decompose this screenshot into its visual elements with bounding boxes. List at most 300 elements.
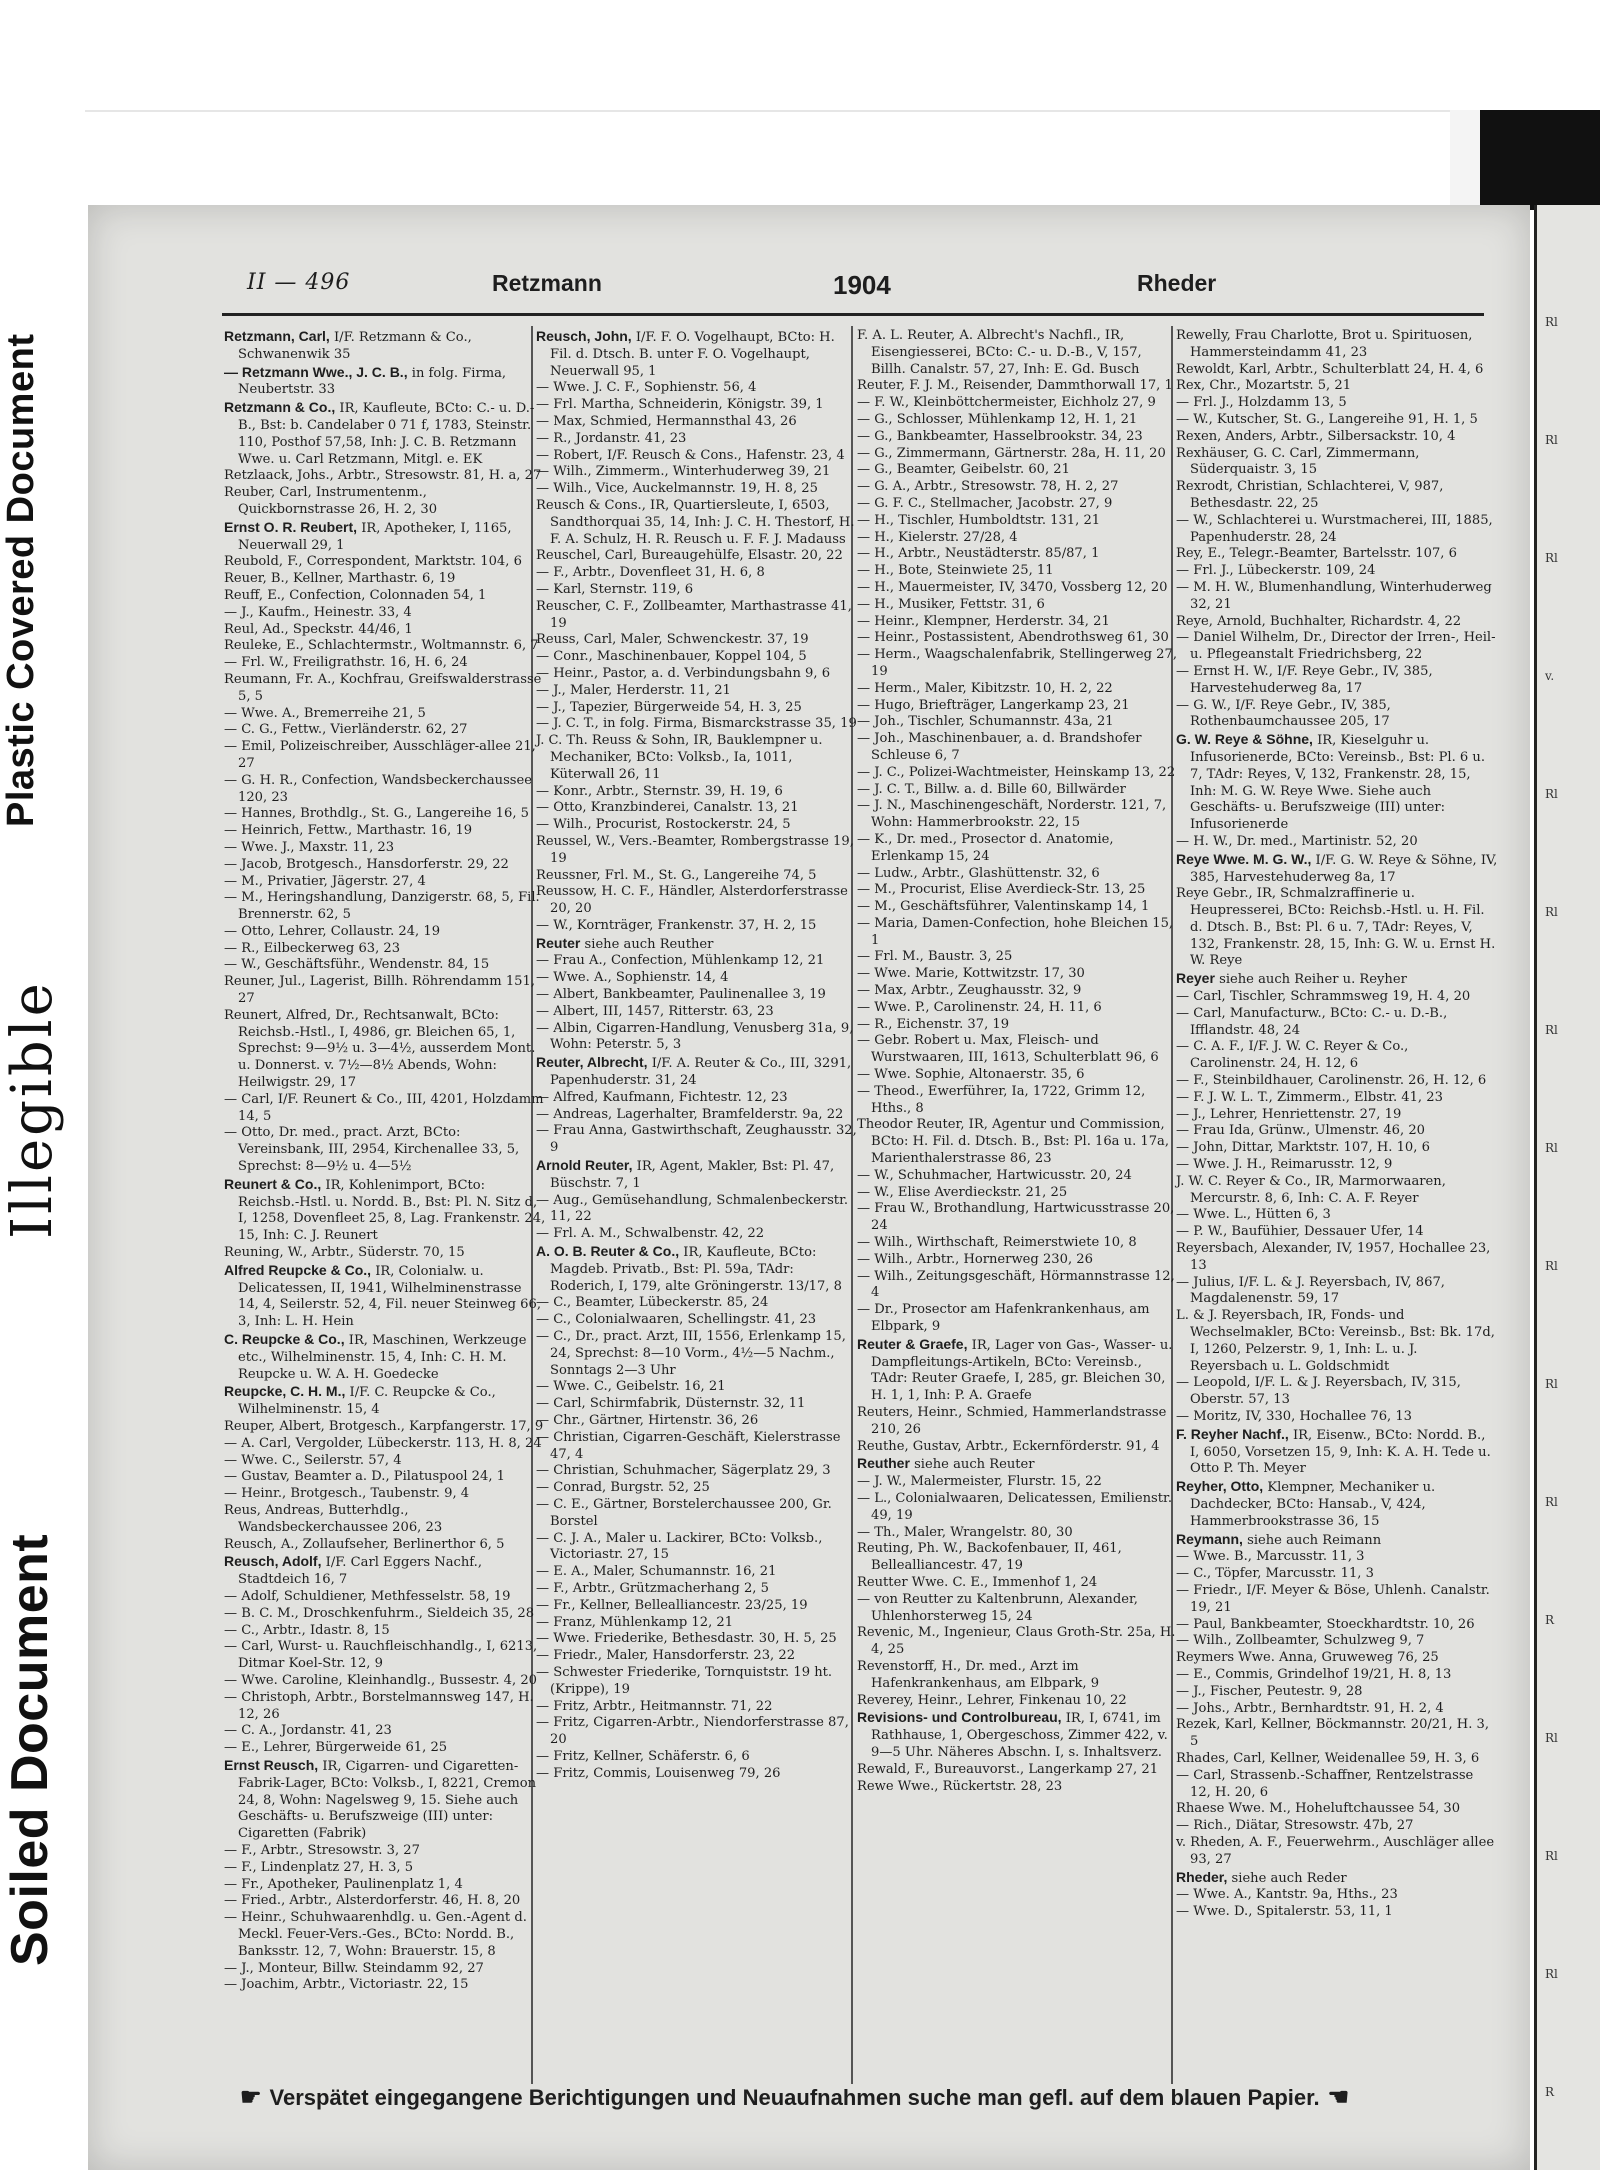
entry-details: — Wwe. P., Carolinenstr. 24, H. 11, 6 — [857, 999, 1102, 1015]
entry-details: — M., Geschäftsführer, Valentinskamp 14, 1 — [857, 899, 1150, 915]
directory-entry — [224, 1639, 546, 1673]
directory-entry — [536, 431, 858, 448]
entry-details: — Otto, Dr. med., pract. Arzt, BCto: Vereinsbank, III, 2954, Kirchenallee 33, 5, Sprechst: 8—9½ u. 4—5½ — [224, 1125, 520, 1175]
entry-details: — H., Kielerstr. 27/28, 4 — [857, 529, 1018, 545]
directory-entry — [1176, 1073, 1498, 1090]
directory-entry — [224, 588, 546, 605]
entry-name: Revisions- und Controlbureau, — [857, 1709, 1062, 1726]
entry-details: — Friedr., Maler, Hansdorferstr. 23, 22 — [536, 1648, 796, 1664]
next-page-fragment: Rl — [1545, 1849, 1558, 1863]
entry-name: Reye Wwe. M. G. W., — [1176, 850, 1312, 867]
directory-entry — [857, 681, 1179, 698]
directory-entry — [536, 935, 858, 954]
directory-entry — [857, 446, 1179, 463]
directory-entry — [857, 1779, 1179, 1796]
entry-details: — Wwe. Marie, Kottwitzstr. 17, 30 — [857, 966, 1085, 982]
directory-entry — [1176, 1409, 1498, 1426]
entry-details: IR, Eisenw., BCto: Nordd. B., I, 6050, Vorsetzen 15, 9, Inh: K. A. H. Tede u. Otto P. Th. Meyer — [1190, 1427, 1491, 1477]
directory-entry — [857, 882, 1179, 899]
directory-entry — [536, 1379, 858, 1396]
entry-details: — Johs., Arbtr., Bernhardtstr. 91, H. 2, 4 — [1176, 1700, 1444, 1716]
entry-details: — Wilh., Zollbeamter, Schulzweg 9, 7 — [1176, 1633, 1425, 1649]
entry-details: — Frau Anna, Gastwirthschaft, Zeughausstr. 32, 9 — [536, 1123, 857, 1156]
directory-entry — [857, 899, 1179, 916]
directory-entry — [1176, 1583, 1498, 1617]
directory-entry — [224, 1469, 546, 1486]
directory-entry — [1176, 1174, 1498, 1208]
entry-details: siehe auch Reuther — [584, 936, 714, 952]
entry-details: Rezek, Karl, Kellner, Böckmannstr. 20/21, H. 3, 5 — [1176, 1717, 1490, 1750]
pointing-hand-icon: ☛ — [240, 2084, 262, 2111]
directory-entry — [224, 1690, 546, 1724]
directory-entry — [1176, 1717, 1498, 1751]
entry-details: Rhaese Wwe. M., Hoheluftchaussee 54, 30 — [1176, 1801, 1461, 1817]
directory-entry — [1176, 1308, 1498, 1375]
entry-details: Reuper, Albert, Brotgesch., Karpfangerstr. 17, 9 — [224, 1419, 544, 1434]
entry-details: — Wilh., Wirthschaft, Reimerstwiete 10, 8 — [857, 1235, 1137, 1251]
directory-entry — [224, 1977, 546, 1994]
directory-entry — [536, 784, 858, 801]
directory-entry — [857, 798, 1179, 832]
entry-name: Reunert & Co., — [224, 1175, 322, 1192]
entry-details: — Wilh., Zimmerm., Winterhuderweg 39, 21 — [536, 464, 831, 480]
directory-entry — [536, 1090, 858, 1107]
directory-entry — [1176, 1426, 1498, 1478]
directory-entry — [1176, 1549, 1498, 1566]
directory-entry — [224, 1245, 546, 1262]
directory-entry — [1176, 1478, 1498, 1530]
directory-entry — [1176, 513, 1498, 547]
entry-details: Rewe Wwe., Rückertstr. 28, 23 — [857, 1778, 1063, 1794]
directory-entry — [224, 1589, 546, 1606]
directory-entry — [536, 1581, 858, 1598]
entry-name: Rheder, — [1176, 1868, 1228, 1885]
entry-details: — Christian, Cigarren-Geschäft, Kielerstrasse 47, 4 — [536, 1429, 841, 1462]
directory-entry — [224, 974, 546, 1008]
directory-entry — [536, 1329, 858, 1379]
entry-name: Ernst Reusch, — [224, 1756, 319, 1773]
next-page-fragment: Rl — [1545, 1259, 1558, 1273]
directory-entry — [857, 1592, 1179, 1626]
directory-entry — [1176, 1633, 1498, 1650]
directory-entry — [224, 1553, 546, 1589]
directory-entry — [536, 800, 858, 817]
entry-name: A. O. B. Reuter & Co., — [536, 1243, 680, 1260]
entry-details: — F., Arbtr., Grützmacherhang 2, 5 — [536, 1580, 769, 1596]
entry-details: Reussner, Frl. M., St. G., Langereihe 74, 5 — [536, 867, 817, 883]
directory-entry — [224, 823, 546, 840]
entry-details: — C., Arbtr., Idastr. 8, 15 — [224, 1622, 390, 1638]
entry-details: Reusch & Cons., IR, Quartiersleute, I, 6503, Sandthorquai 35, 14, Inh: J. C. H. Thestorf, H. F. A. Schulz, H. R. Reusch u. F. F. J. Madauss — [536, 497, 855, 547]
directory-entry — [1176, 1039, 1498, 1073]
directory-entry — [224, 1740, 546, 1757]
directory-entry — [536, 414, 858, 431]
directory-entry — [536, 464, 858, 481]
directory-entry — [536, 565, 858, 582]
entry-details: — Wwe. A., Bremerreihe 21, 5 — [224, 705, 426, 721]
entry-details: — Wwe. A., Kantstr. 9a, Hths., 23 — [1176, 1887, 1398, 1903]
directory-entry — [224, 1910, 546, 1960]
directory-entry — [1176, 1869, 1498, 1888]
entry-details: — Conr., Maschinenbauer, Koppel 104, 5 — [536, 649, 807, 665]
directory-entry — [1176, 731, 1498, 834]
entry-details: — B. C. M., Droschkenfuhrm., Sieldeich 35, 28 — [224, 1605, 535, 1621]
scan-dark-corner — [1450, 110, 1600, 210]
entry-details: Reumann, Fr. A., Kochfrau, Greifswalderstrasse 5, 5 — [224, 671, 542, 704]
entry-details: — Wwe. C., Geibelstr. 16, 21 — [536, 1379, 726, 1395]
entry-details: — M., Procurist, Elise Averdieck-Str. 13, 25 — [857, 882, 1146, 898]
entry-details: Reubold, F., Correspondent, Marktstr. 104, 6 — [224, 554, 522, 570]
entry-details: L. & J. Reyersbach, IR, Fonds- und Wechselmakler, BCto: Vereinsb., Bst: Bk. 17d, I, 1260, Pelzerstr. 9, 1, Inh: L. u. J. Reyersbach u. L. Goldschmidt — [1176, 1308, 1495, 1374]
directory-entry — [1176, 1650, 1498, 1667]
entry-details: — W., Elise Averdieckstr. 21, 25 — [857, 1184, 1068, 1200]
entry-details: I/F. F. O. Vogelhaupt, BCto: H. Fil. d. Dtsch. B. unter F. O. Vogelhaupt, Neuerwall 95, 1 — [550, 330, 835, 379]
directory-entry — [224, 519, 546, 555]
next-page-fragment: Rl — [1545, 1495, 1558, 1509]
directory-entry — [1176, 1701, 1498, 1718]
entry-details: — H. W., Dr. med., Martinistr. 52, 20 — [1176, 833, 1418, 849]
directory-entry — [857, 1625, 1179, 1659]
directory-column-2 — [536, 328, 858, 1783]
entry-name: Reupcke, C. H. M., — [224, 1383, 346, 1400]
directory-entry — [857, 1302, 1179, 1336]
entry-details: Rexen, Anders, Arbtr., Silbersackstr. 10, 4 — [1176, 428, 1456, 444]
directory-entry — [224, 364, 546, 400]
entry-details: — J. C. T., in folg. Firma, Bismarckstrasse 35, 19 — [536, 716, 857, 732]
entry-details: in folg. Firma, Neubertstr. 33 — [238, 365, 507, 398]
directory-entry — [224, 1757, 546, 1843]
directory-entry — [857, 1709, 1179, 1761]
entry-details: — Carl, Tischler, Schrammsweg 19, H. 4, 20 — [1176, 989, 1471, 1005]
entry-details: Reuning, W., Arbtr., Süderstr. 70, 15 — [224, 1245, 465, 1261]
entry-details: — Gebr. Robert u. Max, Fleisch- und Wurstwaaren, III, 1613, Schulterblatt 96, 6 — [857, 1033, 1159, 1066]
directory-entry — [857, 698, 1179, 715]
entry-details: Rewelly, Frau Charlotte, Brot u. Spirituosen, Hammersteindamm 41, 23 — [1176, 328, 1473, 360]
entry-details: — Joachim, Arbtr., Victoriastr. 22, 15 — [224, 1977, 469, 1993]
directory-entry — [536, 1598, 858, 1615]
directory-entry — [1176, 1140, 1498, 1157]
directory-entry — [224, 890, 546, 924]
directory-entry — [224, 655, 546, 672]
directory-entry — [536, 599, 858, 633]
directory-entry — [1176, 1207, 1498, 1224]
directory-entry — [536, 1665, 858, 1699]
entry-details: — Friedr., I/F. Meyer & Böse, Uhlenh. Canalstr. 19, 21 — [1176, 1582, 1490, 1615]
entry-details: Reyersbach, Alexander, IV, 1957, Hochallee 23, 13 — [1176, 1241, 1491, 1273]
entry-details: Rhades, Carl, Kellner, Weidenallee 59, H. 3, 6 — [1176, 1750, 1480, 1766]
entry-name: G. W. Reye & Söhne, — [1176, 731, 1313, 748]
directory-entry — [1176, 479, 1498, 513]
directory-entry — [1176, 834, 1498, 851]
entry-details: — Fr., Kellner, Bellealliancestr. 23/25, 19 — [536, 1597, 808, 1613]
directory-entry — [1176, 989, 1498, 1006]
entry-details: — Fr., Apotheker, Paulinenplatz 1, 4 — [224, 1876, 463, 1892]
entry-details: siehe auch Reimann — [1247, 1532, 1382, 1548]
label-soiled-document: Soiled Document — [1, 1533, 59, 1967]
directory-entry — [536, 582, 858, 599]
entry-name: Arnold Reuter, — [536, 1157, 633, 1174]
directory-entry — [857, 1117, 1179, 1167]
directory-entry — [857, 479, 1179, 496]
entry-details: — M., Privatier, Jägerstr. 27, 4 — [224, 873, 426, 889]
entry-details: — W., Kutscher, St. G., Langereihe 91, H. 1, 5 — [1176, 411, 1478, 427]
directory-entry — [1176, 362, 1498, 379]
directory-entry — [857, 1693, 1179, 1710]
entry-details: — Wilh., Procurist, Rostockerstr. 24, 5 — [536, 817, 791, 833]
entry-details: — Wwe. A., Sophienstr. 14, 4 — [536, 970, 729, 986]
entry-details: — Frau Ida, Grünw., Ulmenstr. 46, 20 — [1176, 1123, 1426, 1139]
entry-details: — Daniel Wilhelm, Dr., Director der Irren-, Heil- u. Pflegeanstalt Friedrichsberg, 22 — [1176, 630, 1496, 663]
directory-entry — [536, 683, 858, 700]
entry-details: — L., Colonialwaaren, Delicatessen, Emilienstr. 49, 19 — [857, 1490, 1173, 1523]
directory-entry — [224, 399, 546, 468]
directory-entry — [857, 1252, 1179, 1269]
directory-entry — [857, 530, 1179, 547]
directory-entry — [536, 1463, 858, 1480]
directory-entry — [857, 1201, 1179, 1235]
entry-details: — Fritz, Arbtr., Heitmannstr. 71, 22 — [536, 1698, 773, 1714]
directory-entry — [857, 378, 1179, 395]
directory-entry — [857, 630, 1179, 647]
directory-entry — [857, 1439, 1179, 1456]
entry-details: — Heinr., Pastor, a. d. Verbindungsbahn 9, 6 — [536, 665, 831, 681]
directory-entry — [224, 1503, 546, 1537]
directory-entry — [224, 485, 546, 519]
entry-details: — Leopold, I/F. L. & J. Reyersbach, IV, 315, Oberstr. 57, 13 — [1176, 1375, 1461, 1408]
entry-details: — Fried., Arbtr., Alsterdorferstr. 46, H. 8, 20 — [224, 1893, 521, 1909]
entry-details: Retzlaack, Johs., Arbtr., Stresowstr. 81, H. a, 27 — [224, 468, 542, 484]
directory-entry — [536, 632, 858, 649]
entry-details: — Max, Schmied, Hermannsthal 43, 26 — [536, 413, 797, 429]
directory-entry — [857, 1405, 1179, 1439]
directory-entry — [224, 706, 546, 723]
entry-details: — J. N., Maschinengeschäft, Norderstr. 121, 7, Wohn: Hammerbrookstr. 22, 15 — [857, 798, 1167, 831]
directory-entry — [224, 722, 546, 739]
directory-entry — [857, 832, 1179, 866]
directory-entry — [536, 970, 858, 987]
entry-details: — Wwe. J. C. F., Sophienstr. 56, 4 — [536, 380, 757, 396]
directory-entry — [857, 1067, 1179, 1084]
entry-details: J. W. C. Reyer & Co., IR, Marmorwaaren, Mercurstr. 8, 6, Inh: C. A. F. Reyer — [1176, 1173, 1446, 1206]
entry-details: I/F. Retzmann & Co., Schwanenwik 35 — [238, 330, 472, 362]
directory-entry — [224, 1860, 546, 1877]
directory-entry — [1176, 1751, 1498, 1768]
directory-entry — [857, 1455, 1179, 1474]
entry-details: — E., Lehrer, Bürgerweide 61, 25 — [224, 1740, 448, 1756]
directory-entry — [857, 1474, 1179, 1491]
directory-entry — [1176, 1006, 1498, 1040]
entry-details: Klempner, Mechaniker u. Dachdecker, BCto: Hansab., V, 424, Hammerbrookstrasse 36, 15 — [1190, 1480, 1436, 1529]
entry-details: IR, Apotheker, I, 1165, Neuerwall 29, 1 — [238, 520, 512, 553]
entry-details: — M. H. W., Blumenhandlung, Winterhuderweg 32, 21 — [1176, 579, 1492, 612]
directory-entry — [1176, 563, 1498, 580]
directory-entry — [857, 597, 1179, 614]
directory-entry — [1176, 1275, 1498, 1309]
entry-details: — Maria, Damen-Confection, hohe Bleichen 15, 1 — [857, 915, 1174, 948]
entry-details: — Wwe. D., Spitalerstr. 53, 11, 1 — [1176, 1904, 1393, 1920]
entry-details: Reuthe, Gustav, Arbtr., Eckernförderstr. 91, 4 — [857, 1438, 1160, 1454]
directory-entry — [857, 614, 1179, 631]
directory-entry — [224, 1092, 546, 1126]
entry-details: — Emil, Polizeischreiber, Ausschläger-allee 21, 27 — [224, 739, 536, 771]
entry-details: — F., Arbtr., Dovenfleet 31, H. 6, 8 — [536, 565, 765, 581]
entry-details: — Frau W., Brothandlung, Hartwicusstrasse 20, 24 — [857, 1201, 1175, 1234]
entry-details: — Wwe. J. H., Reimarusstr. 12, 9 — [1176, 1157, 1393, 1173]
entry-details: Reuscher, C. F., Zollbeamter, Marthastrasse 41, 19 — [536, 598, 852, 631]
next-page-fragment: Rl — [1545, 905, 1558, 919]
entry-details: — W., Schuhmacher, Hartwicusstr. 20, 24 — [857, 1167, 1132, 1183]
entry-details: — Ernst H. W., I/F. Reye Gebr., IV, 385, Harvestehuderweg 8a, 17 — [1176, 663, 1433, 696]
directory-entry — [224, 1843, 546, 1860]
directory-entry — [536, 380, 858, 397]
entry-details: J. C. Th. Reuss & Sohn, IR, Bauklempner u. Mechaniker, BCto: Volksb., Ia, 1011, Küterwall 26, 11 — [536, 733, 823, 782]
directory-entry — [224, 1383, 546, 1419]
directory-entry — [1176, 546, 1498, 563]
entry-details: — Joh., Maschinenbauer, a. d. Brandshofer Schleuse 6, 7 — [857, 731, 1142, 763]
entry-details: — H., Musiker, Fettstr. 31, 6 — [857, 596, 1045, 612]
directory-entry — [224, 468, 546, 485]
entry-details: — C. A. F., I/F. J. W. C. Reyer & Co., Carolinenstr. 24, H. 12, 6 — [1176, 1039, 1409, 1072]
entry-details: — H., Bote, Steinwiete 25, 11 — [857, 563, 1054, 579]
entry-details: I/F. G. W. Reye & Söhne, IV, 385, Harvestehuderweg 8a, 17 — [1190, 852, 1498, 885]
directory-entry — [224, 1723, 546, 1740]
entry-details: IR, Kaufleute, BCto: C.- u. D.-B., Bst: b. Candelaber 0 71 f, 1783, Steinstr. 110, Posthof 57,58, Inh: J. C. B. Retzmann Wwe. u. Carl Retzmann, Mitgl. e. EK — [238, 401, 535, 467]
directory-entry — [1176, 395, 1498, 412]
directory-entry — [857, 513, 1179, 530]
entry-details: — Otto, Lehrer, Collaustr. 24, 19 — [224, 923, 441, 939]
directory-entry — [536, 1295, 858, 1312]
entry-details: — Otto, Kranzbinderei, Canalstr. 13, 21 — [536, 800, 799, 816]
entry-details: — A. Carl, Vergolder, Lübeckerstr. 113, H. 8, 24 — [224, 1435, 542, 1451]
entry-details: — Konr., Arbtr., Sternstr. 39, H. 19, 6 — [536, 783, 783, 799]
entry-details: Reussow, H. C. F., Händler, Alsterdorferstrasse 20, 20 — [536, 884, 848, 917]
entry-details: — Wwe. Friederike, Bethesdastr. 30, H. 5, 25 — [536, 1631, 837, 1647]
entry-details: — J., Maler, Herderstr. 11, 21 — [536, 682, 731, 698]
entry-name: — Retzmann Wwe., J. C. B., — [224, 363, 408, 380]
directory-entry — [224, 840, 546, 857]
entry-details: — W., Geschäftsführ., Wendenstr. 84, 15 — [224, 957, 490, 973]
page-header — [135, 270, 1485, 310]
entry-details: — Frl. A. M., Schwalbenstr. 42, 22 — [536, 1226, 765, 1242]
entry-name: Reymann, — [1176, 1530, 1243, 1547]
directory-entry — [536, 1631, 858, 1648]
entry-details: — Th., Maler, Wrangelstr. 80, 30 — [857, 1524, 1073, 1540]
entry-details: — Heinr., Schuhwaarenhdlg. u. Gen.-Agent d. Meckl. Feuer-Vers.-Ges., BCto: Nordd. B., Banksstr. 12, 7, Wohn: Brauerstr. 15, 8 — [224, 1910, 527, 1959]
entry-details: Reuss, Carl, Maler, Schwenckestr. 37, 19 — [536, 632, 809, 648]
directory-entry — [1176, 429, 1498, 446]
next-page-fragment: Rl — [1545, 1967, 1558, 1981]
entry-details: — J., Fischer, Peutestr. 9, 28 — [1176, 1683, 1363, 1699]
directory-entry — [857, 580, 1179, 597]
directory-entry — [224, 1176, 546, 1245]
entry-details: Reusch, A., Zollaufseher, Berlinerthor 6, 5 — [224, 1536, 505, 1552]
directory-entry — [536, 397, 858, 414]
entry-details: — W., Schlachterei u. Wurstmacherei, III, 1885, Papenhuderstr. 28, 24 — [1176, 512, 1493, 545]
entry-details: — J., Monteur, Billw. Steindamm 92, 27 — [224, 1960, 484, 1976]
entry-details: siehe auch Reuter — [914, 1457, 1035, 1473]
directory-entry — [536, 1107, 858, 1124]
header-rule — [222, 313, 1484, 316]
entry-details: — Schwester Friederike, Tornquiststr. 19 ht. (Krippe), 19 — [536, 1664, 833, 1697]
entry-details: IR, Maschinen, Werkzeuge etc., Wilhelminenstr. 15, 4, Inh: C. H. M. Reupcke u. W. A. H. Goedecke — [238, 1333, 527, 1382]
entry-details: Rexhäuser, G. C. Carl, Zimmermann, Süderquaistr. 3, 15 — [1176, 445, 1420, 478]
directory-entry — [224, 1893, 546, 1910]
directory-entry — [857, 563, 1179, 580]
entry-details: Reul, Ad., Speckstr. 44/46, 1 — [224, 621, 413, 637]
entry-details: IR, Kohlenimport, BCto: Reichsb.-Hstl. u. Nordd. B., Bst: Pl. N. Sitz d, I, 1258, Dovenfleet 25, 8, Lag. Frankenstr. 24, 15, Inh: C. J. Reunert — [238, 1177, 546, 1244]
directory-entry — [224, 1008, 546, 1092]
entry-details: — Conrad, Burgstr. 52, 25 — [536, 1480, 710, 1496]
header-to-name: Rheder — [1137, 270, 1217, 296]
directory-entry — [536, 1497, 858, 1531]
entry-details: Reuff, E., Confection, Colonnaden 54, 1 — [224, 587, 487, 603]
directory-entry — [536, 1648, 858, 1665]
directory-entry — [857, 1541, 1179, 1575]
entry-details: — F. J. W. L. T., Zimmerm., Elbstr. 41, 23 — [1176, 1089, 1443, 1105]
entry-name: Reusch, John, — [536, 328, 632, 344]
entry-details: Rey, E., Telegr.-Beamter, Bartelsstr. 107, 6 — [1176, 546, 1457, 562]
pointing-hand-icon: ☚ — [1327, 2084, 1350, 2111]
entry-details: — Hannes, Brothdlg., St. G., Langereihe 16, 5 — [224, 806, 529, 822]
entry-details: — Franz, Mühlenkamp 12, 21 — [536, 1614, 734, 1630]
directory-entry — [1176, 851, 1498, 887]
entry-details: — Max, Arbtr., Zeughausstr. 32, 9 — [857, 983, 1082, 999]
entry-name: Retzmann & Co., — [224, 399, 336, 416]
entry-details: — Heinr., Brotgesch., Taubenstr. 9, 4 — [224, 1486, 470, 1502]
directory-entry — [1176, 1887, 1498, 1904]
directory-entry — [224, 328, 546, 364]
entry-details: — C., Dr., pract. Arzt, III, 1556, Erlenkamp 15, 24, Sprechst: 8—10 Vorm., 4½—5 Nachm., Sonntags 2—3 Uhr — [536, 1329, 846, 1378]
next-page-fragment: R — [1545, 2085, 1555, 2099]
entry-details: — Wilh., Vice, Auckelmannstr. 19, H. 8, 25 — [536, 481, 818, 497]
directory-entry — [224, 1262, 546, 1331]
entry-details: Reus, Andreas, Butterhdlg., Wandsbeckerchaussee 206, 23 — [224, 1502, 443, 1535]
directory-entry — [536, 548, 858, 565]
directory-column-3 — [857, 328, 1179, 1795]
entry-name: Reuter — [536, 934, 581, 951]
entry-details: Reuleke, E., Schlachtermstr., Woltmannstr. 6, 7 — [224, 638, 539, 654]
entry-details: — Christoph, Arbtr., Borstelmannsweg 147, H. 12, 26 — [224, 1689, 534, 1722]
entry-details: — J. C., Polizei-Wachtmeister, Heinskamp 13, 22 — [857, 764, 1176, 780]
directory-entry — [536, 1749, 858, 1766]
directory-entry — [857, 1336, 1179, 1405]
directory-entry — [536, 868, 858, 885]
entry-details: — R., Jordanstr. 41, 23 — [536, 430, 687, 446]
entry-details: Reuters, Heinr., Schmied, Hammerlandstrasse 210, 26 — [857, 1405, 1167, 1437]
entry-name: Reuter & Graefe, — [857, 1335, 968, 1352]
entry-details: Reuner, Jul., Lagerist, Billh. Röhrendamm 151, 27 — [224, 974, 536, 1007]
entry-details: F. A. L. Reuter, A. Albrecht's Nachfl., IR, Eisengiesserei, BCto: C.- u. D.-B., V, 157, Billh. Canalstr. 57, 27, Inh: E. Gd. Busch — [857, 328, 1142, 377]
entry-details: — Heinrich, Fettw., Marthastr. 16, 19 — [224, 823, 473, 839]
entry-details: — F., Steinbildhauer, Carolinenstr. 26, H. 12, 6 — [1176, 1073, 1487, 1089]
entry-name: Alfred Reupcke & Co., — [224, 1261, 372, 1278]
directory-entry — [857, 1269, 1179, 1303]
entry-details: — G. F. C., Stellmacher, Jacobstr. 27, 9 — [857, 495, 1113, 511]
entry-name: Ernst O. R. Reubert, — [224, 518, 358, 535]
entry-details: — Fritz, Cigarren-Arbtr., Niendorferstrasse 87, 20 — [536, 1715, 849, 1748]
directory-column-1 — [224, 328, 546, 1994]
entry-details: — Herm., Maler, Kibitzstr. 10, H. 2, 22 — [857, 680, 1113, 696]
directory-entry — [536, 1615, 858, 1632]
directory-entry — [1176, 1617, 1498, 1634]
directory-entry — [857, 1525, 1179, 1542]
directory-entry — [857, 1000, 1179, 1017]
entry-details: Reuber, Carl, Instrumentenm., Quickbornstrasse 26, H. 2, 30 — [224, 485, 438, 517]
label-plastic-covered: Plastic Covered Document — [0, 333, 42, 827]
directory-entry — [536, 953, 858, 970]
directory-entry — [1176, 1224, 1498, 1241]
entry-details: — G. H. R., Confection, Wandsbeckerchaussee 120, 23 — [224, 772, 533, 805]
